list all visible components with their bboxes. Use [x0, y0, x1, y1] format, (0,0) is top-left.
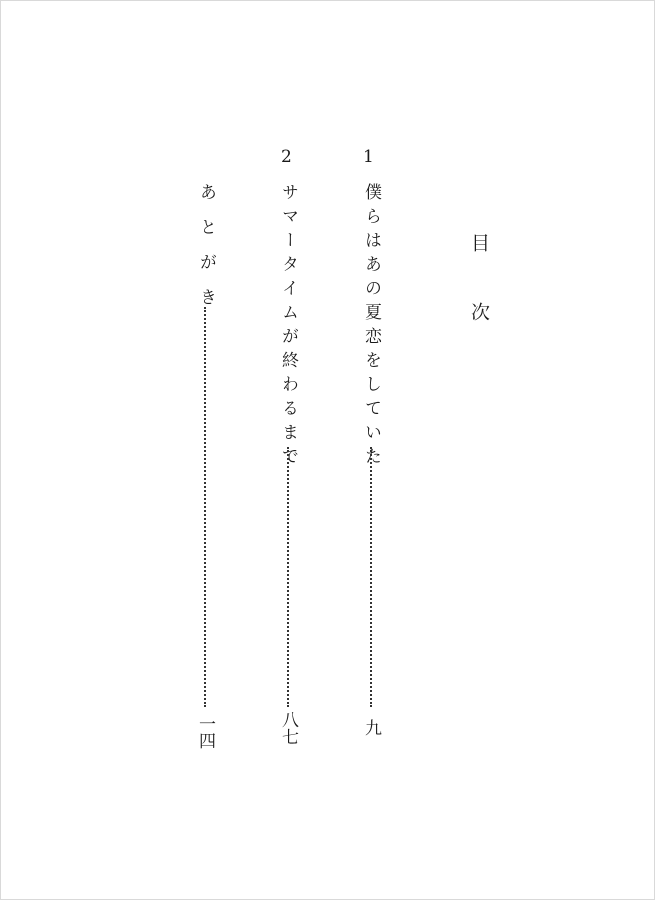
page-number-2: 八七 — [278, 711, 298, 745]
page-number-3: 一四 — [195, 715, 215, 749]
chapter-number-1: 1 — [363, 147, 374, 167]
dot-leader-2 — [287, 447, 289, 707]
chapter-title-2: サマータイムが終わるまで — [278, 183, 298, 471]
page-number-1: 九 — [361, 719, 381, 736]
chapter-title-1: 僕らはあの夏恋をしていた — [361, 183, 381, 471]
dot-leader-1 — [370, 447, 372, 707]
dot-leader-3 — [204, 307, 206, 707]
afterword-title: あとがき — [196, 183, 216, 323]
chapter-number-2: 2 — [281, 147, 292, 167]
toc-heading: 目次 — [468, 233, 490, 371]
